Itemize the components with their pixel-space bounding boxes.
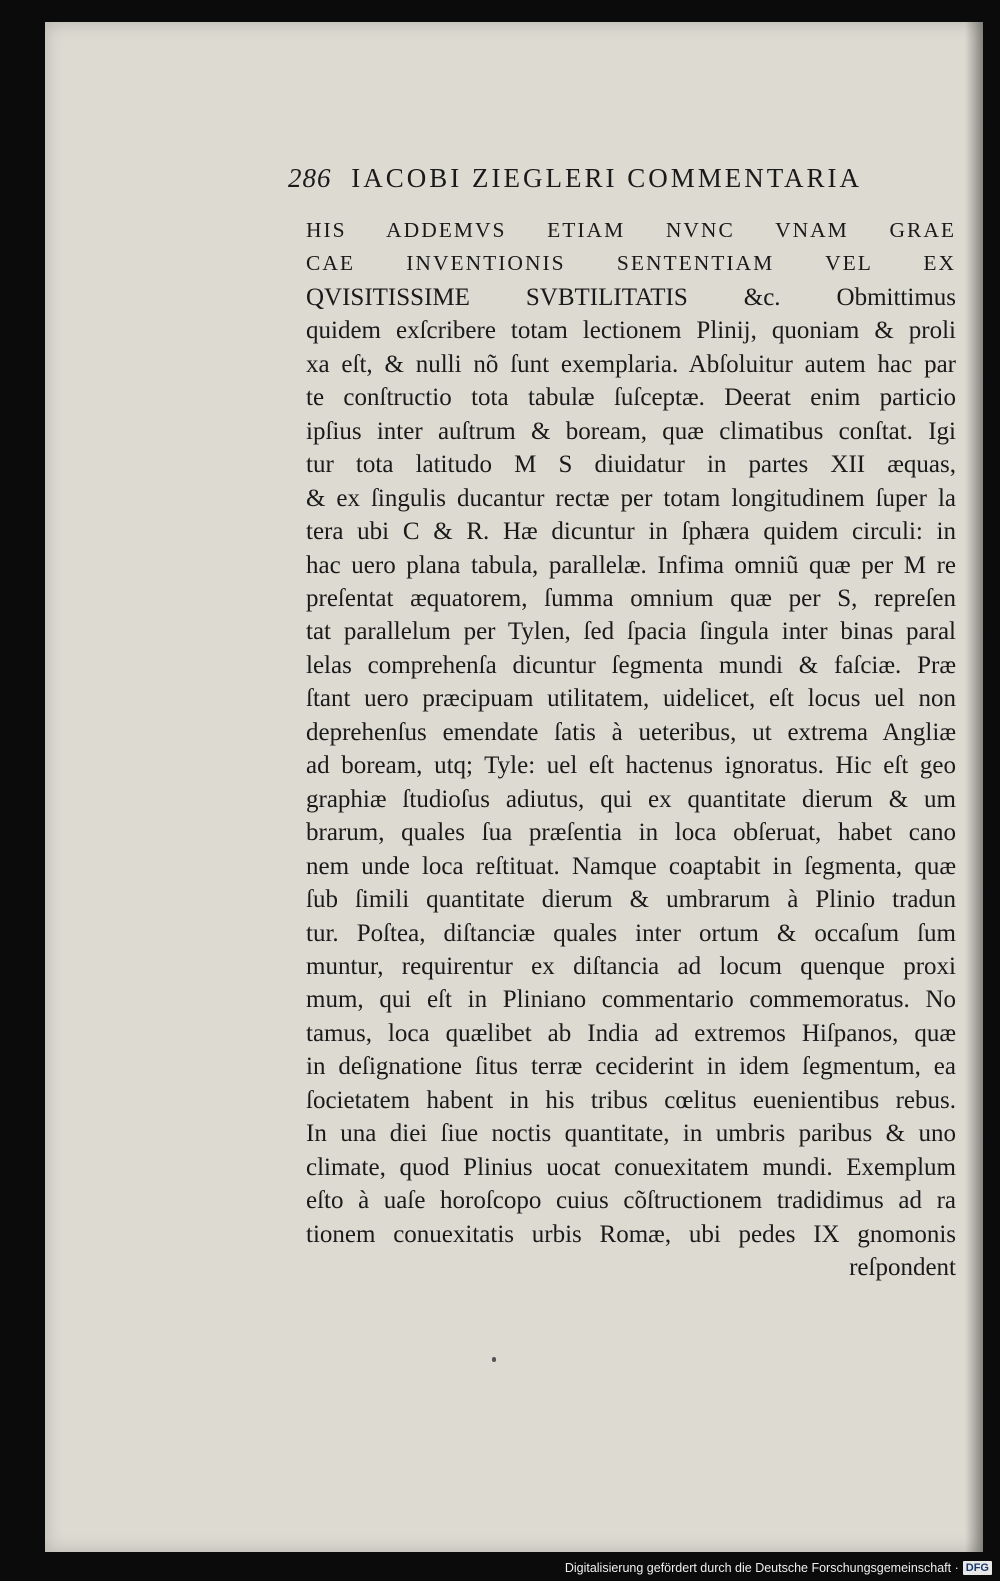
text-line: QVISITISSIME SVBTILITATIS &c. Obmittimus (306, 283, 956, 311)
text-line: ipſius inter auſtrum & boream, quæ climatibus conſtat. Igi (306, 417, 956, 445)
text-line: HIS ADDEMVS ETIAM NVNC VNAM GRAE (306, 218, 956, 242)
text-line: tat parallelum per Tylen, ſed ſpacia ſingula inter binas paral (306, 618, 956, 646)
text-line: CAE INVENTIONIS SENTENTIAM VEL EX (306, 251, 956, 276)
text-line: hac uero plana tabula, parallelæ. Infima omniũ quæ per M re (306, 551, 956, 579)
text-line: nem unde loca reſtituat. Namque coaptabit in ſegmenta, quæ (306, 852, 956, 880)
text-line: lelas comprehenſa dicuntur ſegmenta mundi & faſciæ. Præ (306, 651, 956, 679)
running-title: IACOBI ZIEGLERI COMMENTARIA (351, 163, 863, 193)
text-line: tur tota latitudo M S diuidatur in partes XII æquas, (306, 451, 956, 479)
text-line: & ex ſingulis ducantur rectæ per totam longitudinem ſuper la (306, 484, 956, 512)
text-line: mum, qui eſt in Pliniano commentario commemoratus. No (306, 986, 956, 1014)
main-text-block (306, 214, 956, 1285)
page-number: 286 (288, 163, 332, 193)
text-line: climate, quod Plinius uocat conuexitatem mundi. Exemplum (306, 1153, 956, 1181)
text-line: ad boream, utq; Tyle: uel eſt hactenus ignoratus. Hic eſt geo (306, 752, 956, 780)
text-line: in deſignatione ſitus terræ ceciderint in idem ſegmentum, ea (306, 1053, 956, 1081)
text-line: graphiæ ſtudioſus adiutus, qui ex quantitate dierum & um (306, 785, 956, 813)
text-line: tur. Poſtea, diſtanciæ quales inter ortum & occaſum ſum (306, 919, 956, 947)
running-header (288, 163, 948, 194)
text-line: muntur, requirentur ex diſtancia ad locum quenque proxi (306, 952, 956, 980)
text-line: brarum, quales ſua præſentia in loca obſeruat, habet cano (306, 819, 956, 847)
credit-text: Digitalisierung gefördert durch die Deutsche Forschungsgemeinschaft · (564, 1561, 959, 1575)
text-line: ſub ſimili quantitate dierum & umbrarum à Plinio tradun (306, 886, 956, 914)
text-line: tionem conuexitatis urbis Romæ, ubi pedes IX gnomonis (306, 1220, 956, 1248)
catchword: reſpondent (849, 1254, 956, 1282)
text-line: eſto à uaſe horoſcopo cuius cõſtructionem tradidimus ad ra (306, 1187, 956, 1215)
text-line: In una diei ſiue noctis quantitate, in umbris paribus & uno (306, 1120, 956, 1148)
dfg-logo-icon: DFG (963, 1561, 992, 1575)
text-line: quidem exſcribere totam lectionem Plinij, quoniam & proli (306, 317, 956, 345)
digitization-credit (565, 1558, 992, 1578)
text-line: deprehenſus emendate ſatis à ueteribus, ut extrema Angliæ (306, 718, 956, 746)
text-line: tamus, loca quælibet ab India ad extremos Hiſpanos, quæ (306, 1019, 956, 1047)
text-line: te conſtructio tota tabulæ ſuſceptæ. Deerat enim particio (306, 384, 956, 412)
text-line: xa eſt, & nulli nõ ſunt exemplaria. Abſoluitur autem hac par (306, 350, 956, 378)
text-line: ſocietatem habent in his tribus cœlitus euenientibus rebus. (306, 1086, 956, 1114)
text-line: ſtant uero præcipuam utilitatem, uidelicet, eſt locus uel non (306, 685, 956, 713)
text-line: preſentat æquatorem, ſumma omnium quæ per S, repreſen (306, 584, 956, 612)
ink-speck (492, 1357, 496, 1362)
text-line: tera ubi C & R. Hæ dicuntur in ſphæra quidem circuli: in (306, 518, 956, 546)
